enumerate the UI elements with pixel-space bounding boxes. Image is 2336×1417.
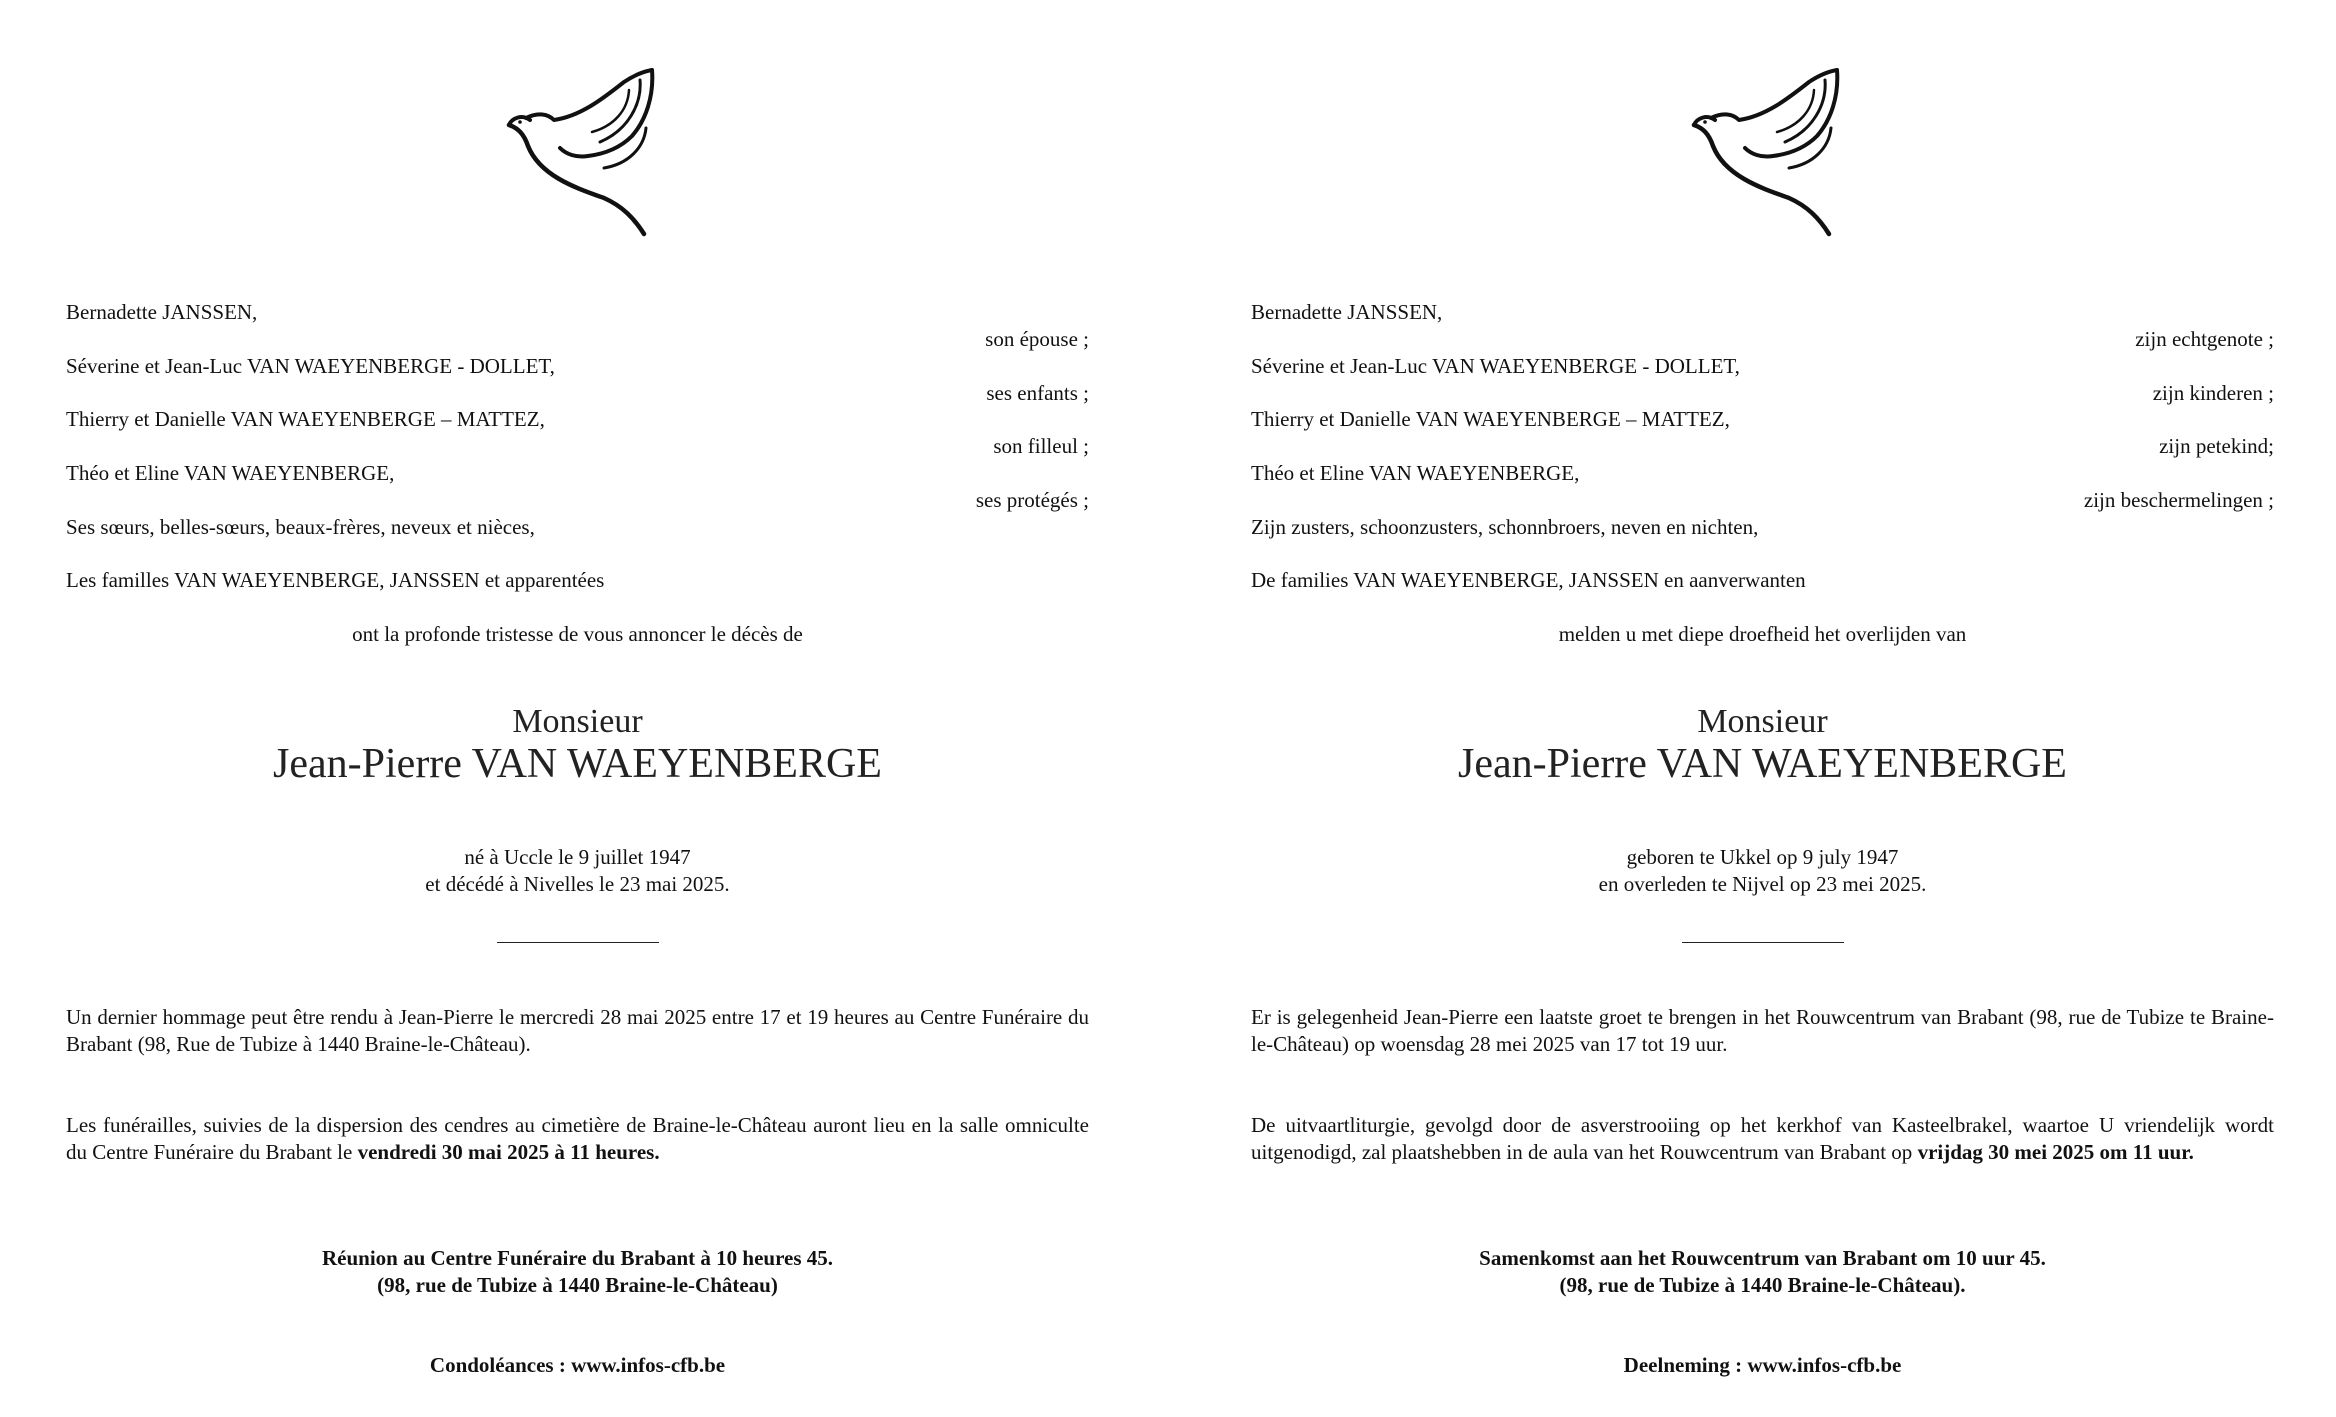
announcement-dutch — [1251, 0, 2274, 1417]
family-relation: son filleul ; — [993, 434, 1089, 458]
birth-line: geboren te Ukkel op 9 july 1947 — [1626, 845, 1899, 869]
divider — [1682, 942, 1844, 943]
family-member-line: Thierry et Danielle VAN WAEYENBERGE – MATTEZ, — [66, 407, 545, 431]
funeral-text: Les funérailles, suivies de la dispersion des cendres au cimetière de Braine-le-Château auront lieu en la salle omniculte du Centre Funéraire du Brabant le — [66, 1113, 1089, 1164]
deceased-name: Jean-Pierre VAN WAEYENBERGE — [1458, 741, 2067, 787]
family-member-line: Théo et Eline VAN WAEYENBERGE, — [66, 461, 395, 485]
meeting-address: (98, rue de Tubize à 1440 Braine-le-Château) — [377, 1273, 778, 1297]
family-member-line: Ses sœurs, belles-sœurs, beaux-frères, neveux et nièces, — [66, 515, 535, 539]
death-line: et décédé à Nivelles le 23 mai 2025. — [425, 872, 730, 896]
funeral-paragraph — [66, 1112, 1089, 1166]
deceased-title: Monsieur — [512, 703, 643, 740]
family-relation: ses enfants ; — [986, 381, 1089, 405]
funeral-date: vendredi 30 mai 2025 à 11 heures. — [357, 1140, 660, 1164]
family-relation: zijn echtgenote ; — [2135, 327, 2274, 351]
meeting-line: Réunion au Centre Funéraire du Brabant à 10 heures 45. — [321, 1246, 834, 1270]
tribute-paragraph: Un dernier hommage peut être rendu à Jean-Pierre le mercredi 28 mai 2025 entre 17 et 19 heures au Centre Funéraire du Brabant (98, Rue de Tubize à 1440 Braine-le-Château). — [66, 1005, 1089, 1056]
condolences-line: Deelneming : www.infos-cfb.be — [1623, 1353, 1902, 1377]
condolences-line: Condoléances : www.infos-cfb.be — [429, 1353, 726, 1377]
death-line: en overleden te Nijvel op 23 mei 2025. — [1598, 872, 1927, 896]
family-member-line: Bernadette JANSSEN, — [66, 300, 258, 324]
dove-icon — [504, 68, 720, 238]
meeting-address: (98, rue de Tubize à 1440 Braine-le-Château). — [1559, 1273, 1966, 1297]
family-relation: son épouse ; — [985, 327, 1089, 351]
family-relation: zijn kinderen ; — [2152, 381, 2274, 405]
family-member-line: Séverine et Jean-Luc VAN WAEYENBERGE - DOLLET, — [1251, 354, 1740, 378]
deceased-title: Monsieur — [1697, 703, 1828, 740]
family-member-line: Les familles VAN WAEYENBERGE, JANSSEN et apparentées — [66, 568, 605, 592]
funeral-text: De uitvaartliturgie, gevolgd door de asverstrooiing op het kerkhof van Kasteelbrakel, waartoe U vriendelijk wordt uitgenodigd, zal plaatshebben in de aula van het Rouwcentrum van Brabant op — [1251, 1113, 2274, 1164]
family-relation: zijn petekind; — [2159, 434, 2274, 458]
funeral-date: vrijdag 30 mei 2025 om 11 uur. — [1917, 1140, 2194, 1164]
family-relation: zijn beschermelingen ; — [2083, 488, 2274, 512]
divider — [497, 942, 659, 943]
family-member-line: Bernadette JANSSEN, — [1251, 300, 1443, 324]
funeral-paragraph — [1251, 1112, 2274, 1166]
announcement-french — [66, 0, 1089, 1417]
family-member-line: Zijn zusters, schoonzusters, schonnbroers, neven en nichten, — [1251, 515, 1759, 539]
family-member-line: Théo et Eline VAN WAEYENBERGE, — [1251, 461, 1580, 485]
dove-icon — [1689, 68, 1905, 238]
meeting-line: Samenkomst aan het Rouwcentrum van Brabant om 10 uur 45. — [1479, 1246, 2046, 1270]
announcement-text: melden u met diepe droefheid het overlijden van — [1558, 622, 1967, 646]
birth-line: né à Uccle le 9 juillet 1947 — [464, 845, 691, 869]
family-member-line: De families VAN WAEYENBERGE, JANSSEN en aanverwanten — [1251, 568, 1806, 592]
deceased-name: Jean-Pierre VAN WAEYENBERGE — [273, 741, 882, 787]
family-member-line: Thierry et Danielle VAN WAEYENBERGE – MATTEZ, — [1251, 407, 1730, 431]
family-relation: ses protégés ; — [975, 488, 1089, 512]
family-member-line: Séverine et Jean-Luc VAN WAEYENBERGE - DOLLET, — [66, 354, 555, 378]
tribute-paragraph: Er is gelegenheid Jean-Pierre een laatste groet te brengen in het Rouwcentrum van Brabant (98, rue de Tubize te Braine-le-Château) op woensdag 28 mei 2025 van 17 tot 19 uur. — [1251, 1005, 2274, 1056]
announcement-text: ont la profonde tristesse de vous annoncer le décès de — [352, 622, 803, 646]
